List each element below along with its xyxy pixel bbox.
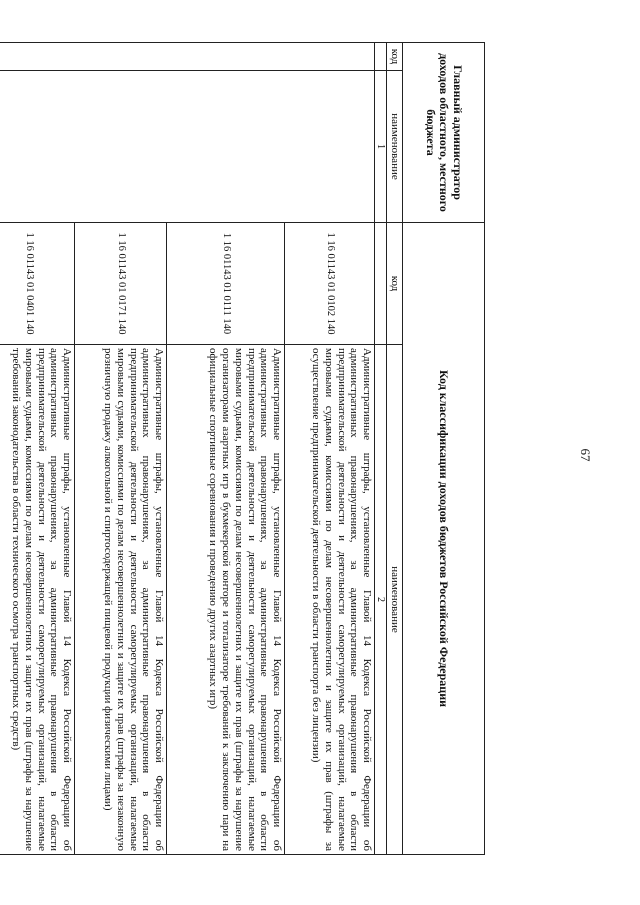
col-num-1: 1	[375, 71, 387, 223]
income-code: 1 16 01143 01 0401 140	[0, 223, 75, 345]
income-description: Административные штрафы, установленные Главой 14 Кодекса Российской Федерации об административных правонарушениях, за административные правонарушения в области предпринимательской деятельности и деятельности саморегулируемых организаций, налагаемые мировыми судьями, комиссиями по делам несовершеннолетних и защите их прав (штрафы за нарушение организаторами азартных игр в букмекерской конторе и тотализаторе требований к заключению пари на официальные спортивные соревнования и проведению других азартных игр)	[167, 345, 285, 855]
admin-code-header: код	[387, 43, 403, 71]
income-description: Административные штрафы, установленные Главой 14 Кодекса Российской Федерации об административных правонарушениях, за административные правонарушения в области предпринимательской деятельности и деятельности саморегулируемых организаций, налагаемые мировыми судьями, комиссиями по делам несовершеннолетних и защите их прав (штрафы за осуществление предпринимательской деятельности в области транспорта без лицензии)	[285, 345, 375, 855]
header-row-2	[387, 43, 403, 855]
income-code: 1 16 01143 01 0171 140	[75, 223, 167, 345]
classification-header: Код классификации доходов бюджетов Российской Федерации	[403, 223, 485, 855]
class-code-header: код	[387, 223, 403, 345]
admin-code-cell	[0, 43, 375, 71]
income-classification-table	[0, 42, 485, 855]
admin-header: Главный администратор доходов областного, местного бюджета	[403, 43, 485, 223]
income-description: Административные штрафы, установленные Главой 14 Кодекса Российской Федерации об административных правонарушениях, за административные правонарушения в области предпринимательской деятельности и деятельности саморегулируемых организаций, налагаемые мировыми судьями, комиссиями по делам несовершеннолетних и защите их прав (штрафы за незаконную розничную продажу алкогольной и спиртосодержащей пищевой продукции физическими лицами)	[75, 345, 167, 855]
admin-name-cell	[0, 71, 375, 223]
table-row	[285, 43, 375, 855]
page-number: 67	[578, 448, 593, 462]
column-number-row	[375, 43, 387, 855]
col-num-blank-1	[375, 43, 387, 71]
income-description: Административные штрафы, установленные Главой 14 Кодекса Российской Федерации об административных правонарушениях, за административные правонарушения в области предпринимательской деятельности и деятельности саморегулируемых организаций, налагаемые мировыми судьями, комиссиями по делам несовершеннолетних и защите их прав (штрафы за нарушение требований законодательства в области технического осмотра транспортных средств)	[0, 345, 75, 855]
landscape-content	[10, 42, 485, 854]
income-code: 1 16 01143 01 0102 140	[285, 223, 375, 345]
rotated-sheet	[10, 42, 485, 854]
col-num-2: 2	[375, 345, 387, 855]
header-row-1	[403, 43, 485, 855]
col-num-blank-2	[375, 223, 387, 345]
class-name-header: наименование	[387, 345, 403, 855]
income-code: 1 16 01143 01 0111 140	[167, 223, 285, 345]
admin-name-header: наименование	[387, 71, 403, 223]
